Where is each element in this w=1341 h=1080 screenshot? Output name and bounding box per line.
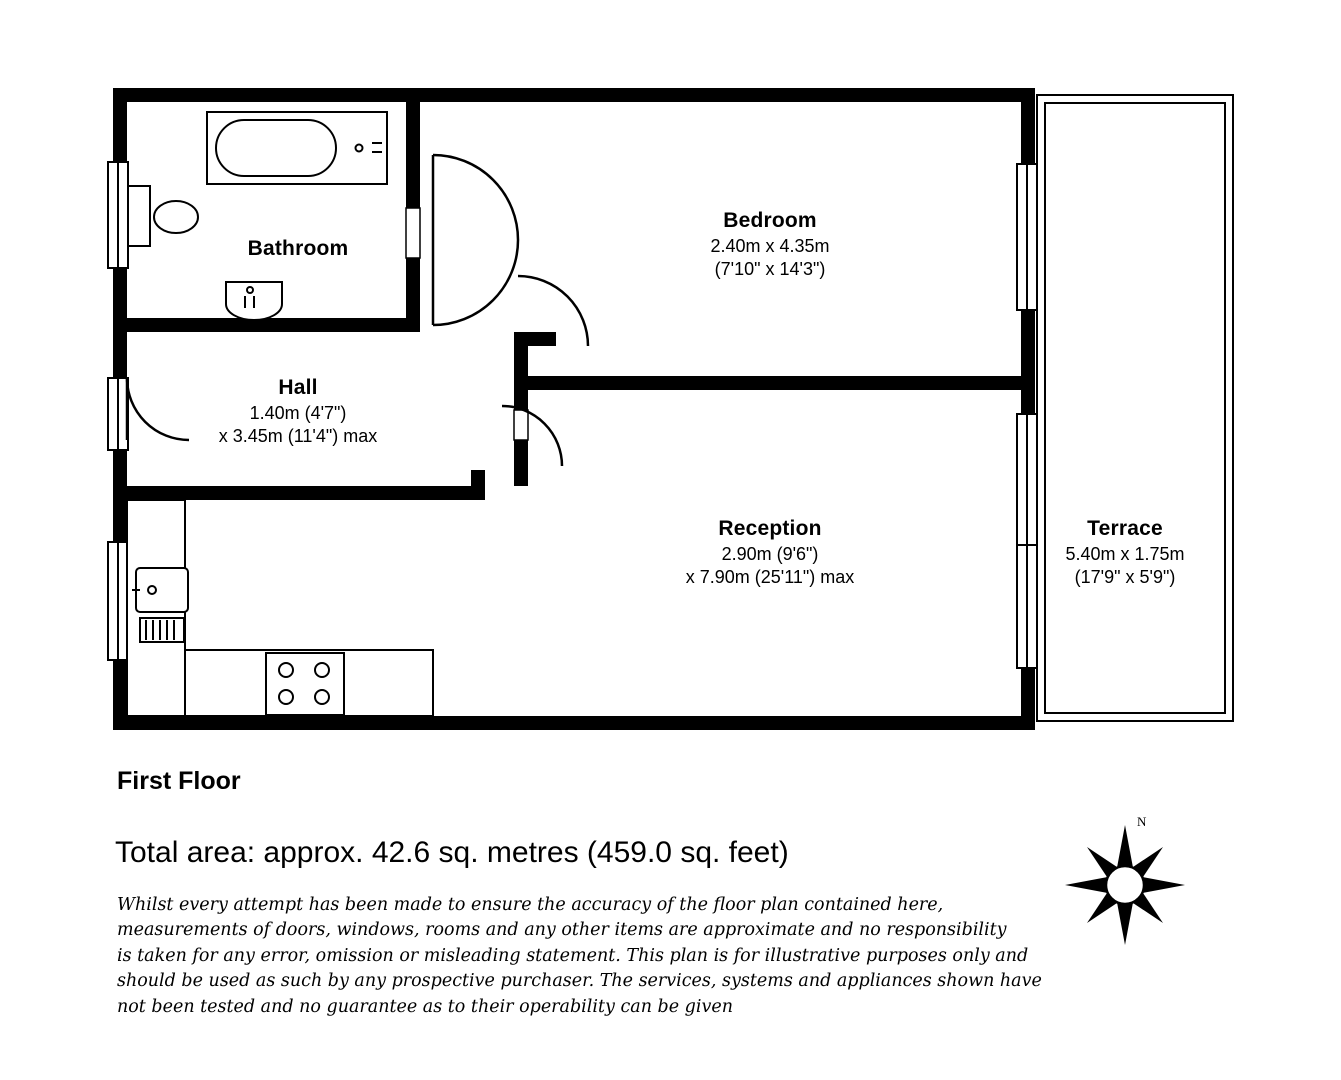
room-dim-imperial-reception: x 7.90m (25'11") max xyxy=(685,566,855,587)
disclaimer-line: measurements of doors, windows, rooms and any other items are approximate and no responsibility xyxy=(117,920,1007,941)
room-label-bathroom xyxy=(160,236,436,263)
room-dim-metric-hall: 1.40m (4'7") xyxy=(249,402,347,423)
total-area-text: Total area: approx. 42.6 sq. metres (459.0 sq. feet) xyxy=(115,836,789,869)
disclaimer-line: Whilst every attempt has been made to ensure the accuracy of the floor plan contained here, xyxy=(117,895,944,915)
room-name-hall: Hall xyxy=(278,376,318,399)
floor-title: First Floor xyxy=(117,767,241,795)
room-name-terrace: Terrace xyxy=(1087,517,1163,540)
room-dim-imperial-bedroom: (7'10" x 14'3") xyxy=(714,258,826,279)
room-name-reception: Reception xyxy=(718,517,822,540)
disclaimer-line: not been tested and no guarantee as to their operability can be given xyxy=(117,996,733,1017)
compass-icon xyxy=(1065,825,1185,945)
compass-north-label: N xyxy=(1137,814,1147,829)
room-label-hall xyxy=(148,375,448,448)
room-name-bedroom: Bedroom xyxy=(723,209,817,232)
room-dim-imperial-hall: x 3.45m (11'4") max xyxy=(218,425,378,446)
room-dim-metric-bedroom: 2.40m x 4.35m xyxy=(710,235,830,256)
room-dim-imperial-terrace: (17'9" x 5'9") xyxy=(1074,566,1176,587)
kitchen-fixtures xyxy=(127,500,433,716)
room-label-bedroom xyxy=(614,208,926,281)
room-label-reception xyxy=(600,516,940,589)
room-dim-metric-terrace: 5.40m x 1.75m xyxy=(1065,543,1185,564)
disclaimer xyxy=(117,893,1042,1020)
disclaimer-line: should be used as such by any prospective purchaser. The services, systems and appliances shown have xyxy=(117,971,1042,992)
disclaimer-line: is taken for any error, omission or misleading statement. This plan is for illustrative purposes only and xyxy=(117,945,1029,966)
terrace-outline xyxy=(1037,95,1233,721)
room-name-bathroom: Bathroom xyxy=(247,237,349,260)
room-label-terrace xyxy=(985,516,1265,589)
bathroom-fixtures xyxy=(128,112,387,320)
room-dim-metric-reception: 2.90m (9'6") xyxy=(721,543,819,564)
